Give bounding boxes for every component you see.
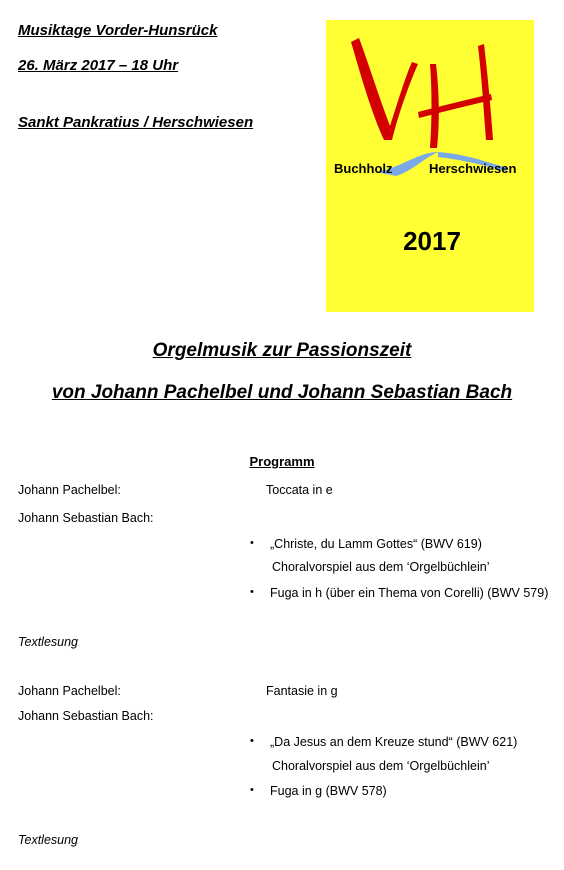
part1-bach-item2: Fuga in h (über ein Thema von Corelli) (BWV 579) [270,586,549,600]
part1-composer-bach: Johann Sebastian Bach: [18,511,154,525]
festival-logo [326,20,534,312]
part1-reading: Textlesung [18,635,78,649]
part2-work-fantasie: Fantasie in g [266,684,338,698]
program-heading: Programm [249,454,315,469]
part2-bach-item1: „Da Jesus an dem Kreuze stund“ (BWV 621) [270,735,518,749]
logo-year: 2017 [403,226,461,256]
part1-composer-pachelbel: Johann Pachelbel: [18,483,121,497]
bullet-icon: • [250,586,254,598]
bullet-icon: • [250,537,254,549]
concert-title: Orgelmusik zur Passionszeit [152,340,412,361]
logo-left-word: Buchholz [334,161,393,176]
part1-bach-item1: „Christe, du Lamm Gottes“ (BWV 619) [270,537,482,551]
part2-bach-item1-sub: Choralvorspiel aus dem ‘Orgelbüchlein’ [272,759,490,773]
part2-bach-item2: Fuga in g (BWV 578) [270,784,387,798]
part2-reading: Textlesung [18,833,78,847]
part2-composer-bach: Johann Sebastian Bach: [18,709,154,723]
part1-bach-item1-sub: Choralvorspiel aus dem ‘Orgelbüchlein’ [272,560,490,574]
event-venue: Sankt Pankratius / Herschwiesen [18,114,254,131]
bullet-icon: • [250,784,254,796]
bullet-icon: • [250,735,254,747]
logo-right-word: Herschwiesen [429,161,517,176]
part2-composer-pachelbel: Johann Pachelbel: [18,684,121,698]
concert-subtitle: von Johann Pachelbel und Johann Sebastian Bach [51,382,513,403]
event-name: Musiktage Vorder-Hunsrück [18,22,218,39]
part1-work-toccata: Toccata in e [266,483,333,497]
event-date: 26. März 2017 – 18 Uhr [18,57,179,74]
